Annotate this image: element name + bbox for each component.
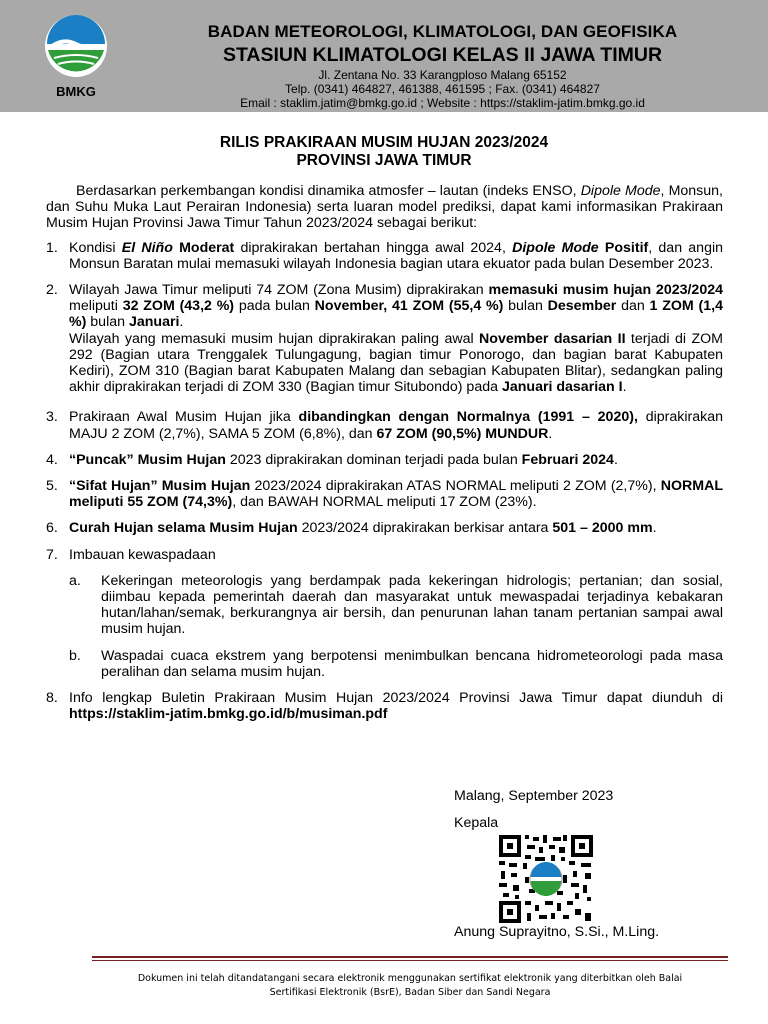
- list-item: 3. Prakiraan Awal Musim Hujan jika dibandingkan dengan Normalnya (1991 – 2020), diprakirakan MAJU 2 ZOM (2,7%), SAMA 5 ZOM (6,8%), dan 67 ZOM (90,5%) MUNDUR.: [46, 409, 723, 442]
- list-item: 4. “Puncak” Musim Hujan 2023 diprakirakan dominan terjadi pada bulan Februari 2024.: [46, 451, 618, 468]
- sub-list-item: a. Kekeringan meteorologis yang berdampak pada kekeringan hidrologis; pertanian; dan sosial, diimbau kepada pemerintah daerah dan masyarakat untuk mewaspadai terjadinya kebakaran hutan/lahan/semak, berkurangnya air bersih, dan penurunan lahan tanam pertanian sampai awal musim hujan.: [69, 572, 723, 638]
- bulletin-link[interactable]: https://staklim-jatim.bmkg.go.id/b/musiman.pdf: [69, 706, 388, 723]
- letterhead: [0, 0, 768, 112]
- intro-paragraph: Berdasarkan perkembangan kondisi dinamika atmosfer – lautan (indeks ENSO, Dipole Mode, Monsun, dan Suhu Muka Laut Perairan Indonesia) serta luaran model prediksi, dapat kami informasikan Prakiraan Musim Hujan Provinsi Jawa Timur Tahun 2023/2024 sebagai berikut:: [46, 183, 723, 232]
- footer-note: Dokumen ini telah ditandatangani secara elektronik menggunakan sertifikat elektronik yang diterbitkan oleh Balai Sertifikasi Elektronik (BsrE), Badan Siber dan Sandi Negara: [137, 973, 683, 998]
- list-item: 5. “Sifat Hujan” Musim Hujan 2023/2024 diprakirakan ATAS NORMAL meliputi 2 ZOM (2,7%), NORMAL meliputi 55 ZOM (74,3%), dan BAWAH NORMAL meliputi 17 ZOM (23%).: [46, 478, 724, 511]
- station-name: STASIUN KLIMATOLOGI KELAS II JAWA TIMUR: [222, 44, 663, 66]
- contact-block: [120, 68, 765, 110]
- list-item: 6. Curah Hujan selama Musim Hujan 2023/2024 diprakirakan berkisar antara 501 – 2000 mm.: [46, 520, 657, 537]
- document-subtitle: PROVINSI JAWA TIMUR: [296, 152, 472, 169]
- advisory-list: [69, 573, 723, 680]
- address: Jl. Zentana No. 33 Karangploso Malang 65152: [318, 68, 567, 82]
- forecast-list: [46, 240, 723, 723]
- signer-name: Anung Suprayitno, S.Si., M.Ling.: [454, 924, 660, 940]
- list-item: 7. Imbauan kewaspadaan a. Kekeringan meteorologis yang berdampak pada kekeringan hidrologis; pertanian; dan sosial, diimbau kepada pemerintah daerah dan masyarakat untuk mewaspadai terjadinya kebakaran hutan/lahan/semak, berkurangnya air bersih, dan penurunan lahan tanam pertanian sampai awal musim hujan. b. Waspadai cuaca ekstrem yang berpotensi menimbulkan bencana hidrometeorologi pada masa peralihan dan selama musim hujan.: [46, 546, 723, 680]
- document-body: [46, 183, 723, 732]
- list-item: 1. Kondisi El Niño Moderat diprakirakan bertahan hingga awal 2024, Dipole Mode Positif, dan angin Monsun Baratan mulai memasuki wilayah Indonesia bagian utara ekuator pada bulan Desember 2023.: [46, 239, 724, 272]
- footer-divider-thin: [92, 960, 728, 961]
- list-item: 2. Wilayah Jawa Timur meliputi 74 ZOM (Zona Musim) diprakirakan memasuki musim hujan 2023/2024 meliputi 32 ZOM (43,2 %) pada bulan November, 41 ZOM (55,4 %) bulan Desember dan 1 ZOM (1,4 %) bulan Januari. Wilayah yang memasuki musim hujan diprakirakan paling awal November dasarian II terjadi di ZOM 292 (Bagian utara Trenggalek Tulungagung, bagian timur Ponorogo, dan bagian barat Kabupaten Kediri), ZOM 310 (Bagian barat Kabupaten Malang dan sebagian Kabupaten Blitar), sedangkan paling akhir diprakirakan terjadi di ZOM 330 (Bagian timur Situbondo) pada Januari dasarian I.: [46, 282, 723, 396]
- signer-position: Kepala: [454, 815, 499, 831]
- phone: Telp. (0341) 464827, 461388, 461595 ; Fax. (0341) 464827: [285, 82, 600, 96]
- document-title: RILIS PRAKIRAAN MUSIM HUJAN 2023/2024: [219, 134, 549, 151]
- qr-code-icon: [497, 833, 595, 925]
- place-date: Malang, September 2023: [454, 788, 614, 804]
- bmkg-logo-icon: [44, 14, 108, 78]
- logo-label: BMKG: [56, 84, 96, 99]
- footer-divider: [92, 956, 728, 958]
- sub-list-item: b. Waspadai cuaca ekstrem yang berpotensi menimbulkan bencana hidrometeorologi pada masa peralihan dan selama musim hujan.: [69, 647, 723, 680]
- email-website: Email : staklim.jatim@bmkg.go.id ; Website : https://staklim-jatim.bmkg.go.id: [240, 96, 645, 110]
- agency-name: BADAN METEOROLOGI, KLIMATOLOGI, DAN GEOFISIKA: [207, 22, 678, 41]
- list-item: 8. Info lengkap Buletin Prakiraan Musim Hujan 2023/2024 Provinsi Jawa Timur dapat diunduh di https://staklim-jatim.bmkg.go.id/b/musiman.pdf: [46, 690, 723, 723]
